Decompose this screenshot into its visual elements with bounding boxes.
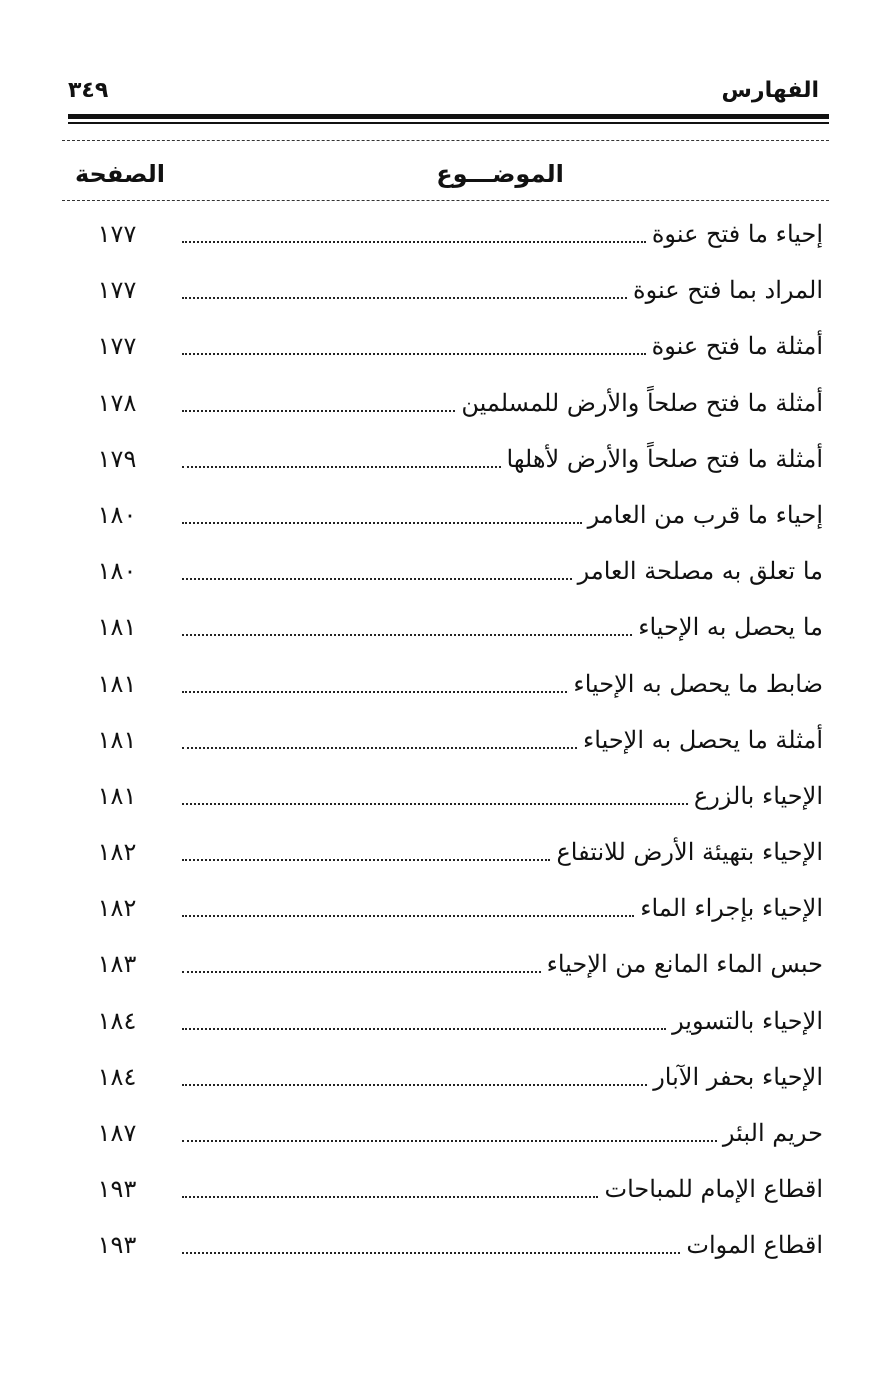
dot-leader [182,353,646,355]
toc-entry [60,377,823,433]
toc-entry [60,826,823,882]
dot-leader [182,1252,680,1254]
toc-topic: الإحياء بإجراء الماء [640,894,823,923]
dot-leader [182,578,572,580]
toc-page-number: ١٧٧ [97,220,137,248]
dot-leader [182,1028,666,1030]
toc-page-number: ١٨١ [97,669,137,698]
toc-topic: إحياء ما قرب من العامر [587,500,823,529]
dot-leader [182,1140,717,1142]
dot-leader [182,634,632,636]
header-rule-thick [68,114,829,119]
dashed-divider-top [62,140,829,141]
header-rule-thin [68,122,829,124]
toc-page-number: ١٨١ [97,725,137,754]
toc-entry [60,1163,823,1219]
toc-topic: حريم البئر [722,1119,823,1147]
toc-entry [60,938,823,994]
dot-leader [182,297,627,299]
toc-topic: اقطاع الموات [686,1231,823,1260]
toc-page-number: ١٧٩ [97,444,137,473]
toc-entry [60,1051,823,1107]
toc-entry [60,995,823,1051]
toc-entry [60,264,823,320]
dot-leader [182,859,550,861]
toc-entry [60,545,823,601]
toc-topic: أمثلة ما فتح صلحاً والأرض للمسلمين [461,388,823,417]
toc-page-number: ١٨٣ [97,950,137,979]
toc-entry [60,1219,823,1275]
dot-leader [182,410,455,412]
toc-page-number: ١٨١ [97,613,137,642]
toc-topic: ضابط ما يحصل به الإحياء [573,669,823,698]
toc-page-number: ١٨٢ [97,838,137,867]
toc-entry [60,658,823,714]
toc-page-number: ١٧٨ [97,388,137,417]
toc-entry [60,1107,823,1163]
toc-topic: حبس الماء المانع من الإحياء [546,950,823,979]
toc-list [60,208,823,1276]
toc-topic: المراد بما فتح عنوة [633,276,823,305]
toc-entry [60,770,823,826]
toc-topic: الإحياء بحفر الآبار [653,1062,823,1091]
toc-entry [60,714,823,770]
toc-topic: أمثلة ما فتح صلحاً والأرض لأهلها [506,444,823,473]
dot-leader [182,747,577,749]
dot-leader [182,915,634,917]
toc-entry [60,489,823,545]
toc-page-number: ١٨٢ [97,894,137,923]
toc-entry [60,882,823,938]
dot-leader [182,241,646,243]
dot-leader [182,691,567,693]
toc-page-number: ١٨٠ [97,500,137,529]
toc-topic: أمثلة ما فتح عنوة [651,332,823,361]
toc-topic: ما يحصل به الإحياء [638,613,823,642]
dashed-divider-columns [62,200,829,201]
toc-entry [60,433,823,489]
toc-page-number: ١٨٧ [97,1119,137,1147]
dot-leader [182,971,541,973]
toc-topic: إحياء ما فتح عنوة [651,220,823,248]
column-header-page: الصفحة [74,160,165,188]
dot-leader [182,1196,598,1198]
toc-entry [60,208,823,264]
column-header-topic: الموضـــوع [436,160,564,188]
toc-page-number: ١٧٧ [97,276,137,305]
toc-page-number: ١٨٤ [97,1006,137,1035]
toc-page-number: ١٩٣ [97,1175,137,1204]
toc-topic: ما تعلق به مصلحة العامر [577,557,823,586]
toc-page-number: ١٨٤ [97,1062,137,1091]
toc-page-number: ١٧٧ [97,332,137,361]
running-header [68,78,819,114]
page-number: ٣٤٩ [68,78,109,103]
toc-page-number: ١٨١ [97,781,137,810]
toc-entry [60,320,823,376]
toc-topic: الإحياء بالتسوير [672,1006,823,1035]
toc-page-number: ١٩٣ [97,1231,137,1260]
dot-leader [182,466,501,468]
toc-page-number: ١٨٠ [97,557,137,586]
toc-topic: الإحياء بالزرع [693,781,823,810]
dot-leader [182,803,688,805]
running-header-title: الفهارس [721,78,819,103]
dot-leader [182,1084,647,1086]
toc-topic: اقطاع الإمام للمباحات [604,1175,823,1204]
dot-leader [182,522,582,524]
toc-topic: الإحياء بتهيئة الأرض للانتفاع [556,838,823,867]
toc-topic: أمثلة ما يحصل به الإحياء [583,725,823,754]
toc-entry [60,601,823,657]
